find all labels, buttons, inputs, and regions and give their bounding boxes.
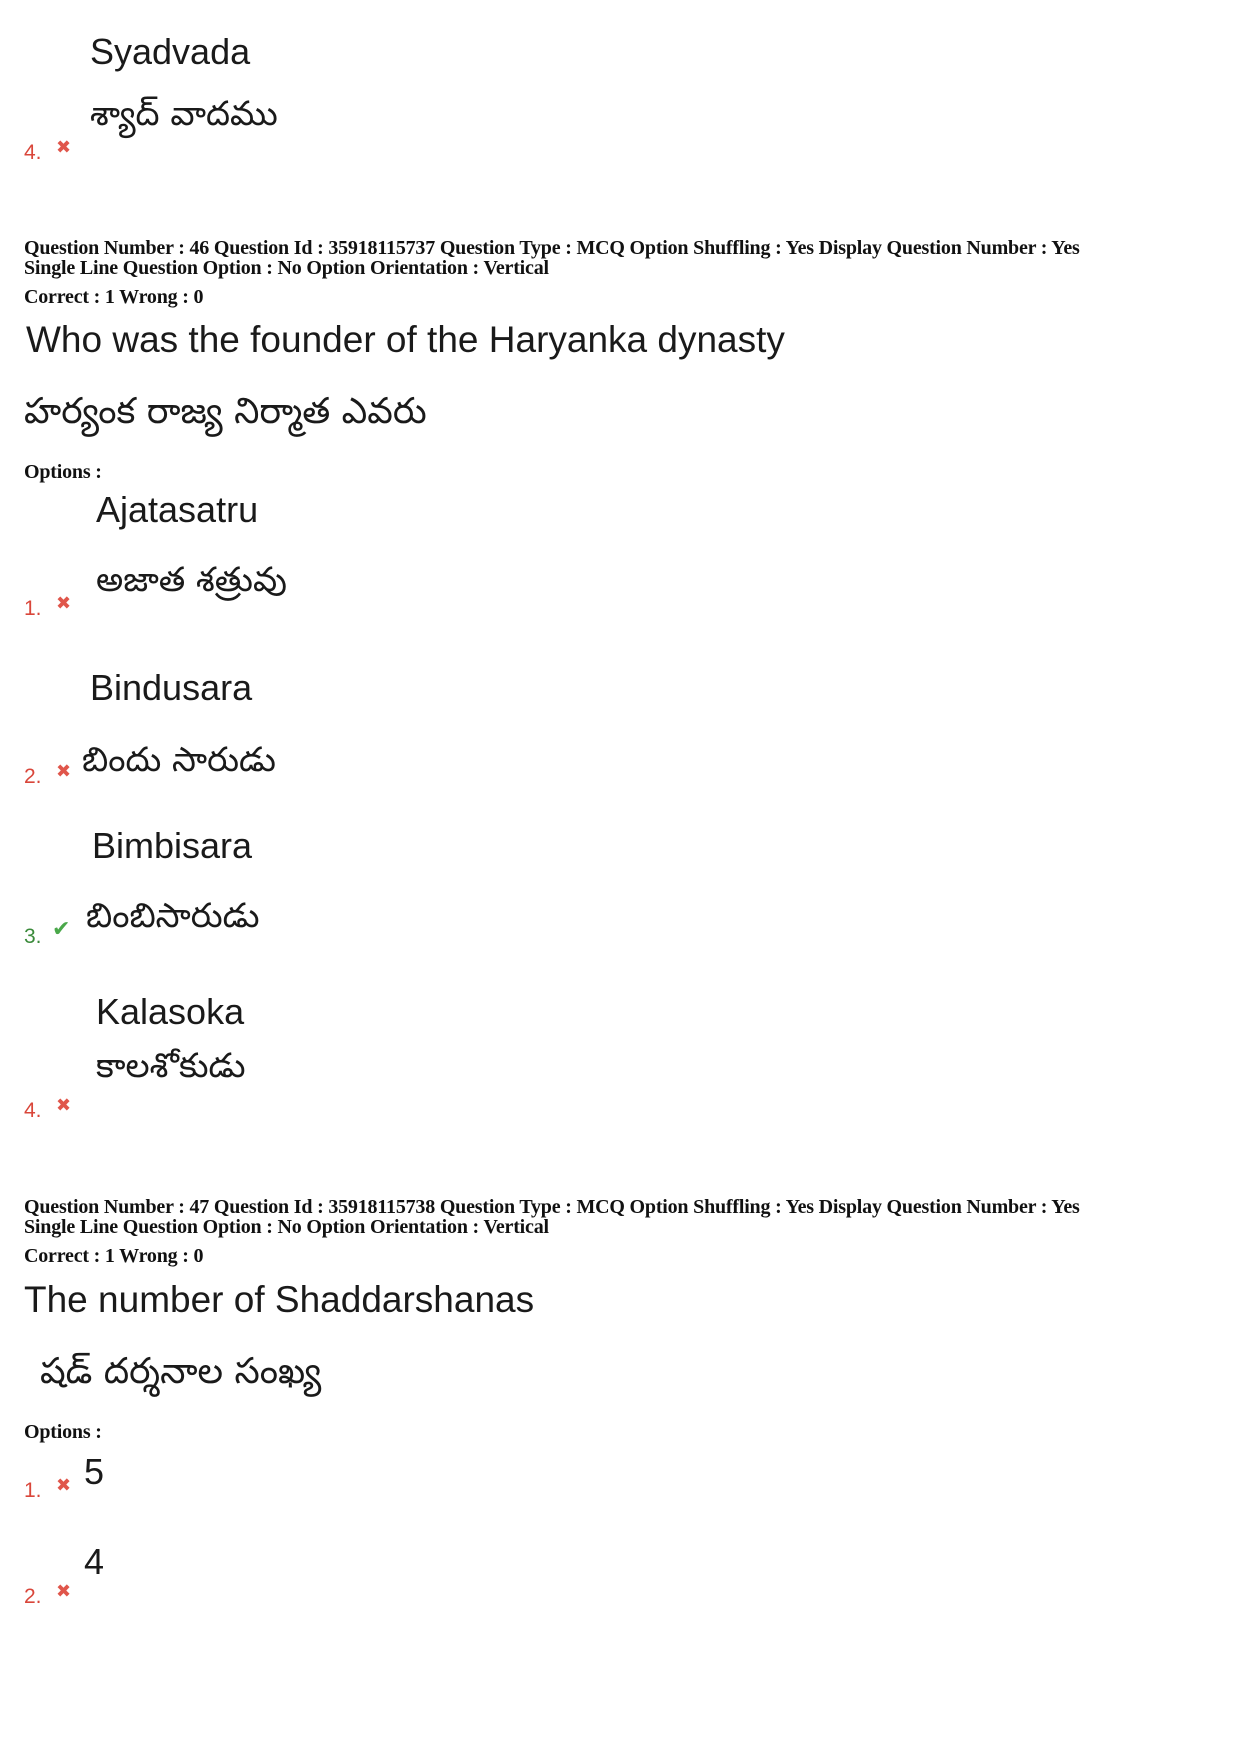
question-47-option-1-number: 1.	[24, 1479, 42, 1502]
question-47-text-te: షడ్ దర్శనాల సంఖ్య	[40, 1351, 322, 1392]
question-46-option-4-text-te: కాలశోకుడు	[96, 1046, 246, 1086]
question-46-option-1-text-en: Ajatasatru	[96, 489, 259, 530]
prev-option-4-number: 4.	[24, 141, 42, 164]
question-46-option-2-number: 2.	[24, 765, 42, 788]
question-47-marks: Correct : 1 Wrong : 0	[24, 1245, 204, 1267]
question-46-marks: Correct : 1 Wrong : 0	[24, 286, 204, 308]
question-46-meta-line2: Single Line Question Option : No Option Orientation : Vertical	[24, 257, 549, 279]
question-47-meta-line1: Question Number : 47 Question Id : 35918115738 Question Type : MCQ Option Shuffling : Yes Display Question Number : Yes	[24, 1196, 1080, 1218]
question-46-option-2-text-te: బిందు సారుడు	[82, 740, 276, 780]
question-46-option-3-text-te: బింబిసారుడు	[86, 896, 260, 936]
question-47-meta-line2: Single Line Question Option : No Option Orientation : Vertical	[24, 1216, 549, 1238]
question-47-option-2-number: 2.	[24, 1585, 42, 1608]
question-46-option-3-text-en: Bimbisara	[92, 825, 253, 866]
question-47-options-label: Options :	[24, 1421, 102, 1443]
question-46-meta-line1: Question Number : 46 Question Id : 35918115737 Question Type : MCQ Option Shuffling : Yes Display Question Number : Yes	[24, 237, 1080, 259]
cross-icon: ✖	[56, 1095, 72, 1116]
question-47-option-1-text-en: 5	[84, 1451, 105, 1492]
question-46-option-4-text-en: Kalasoka	[96, 991, 245, 1032]
question-46-option-1-text-te: అజాత శత్రువు	[96, 560, 287, 600]
cross-icon: ✖	[56, 1475, 72, 1496]
question-46-option-2-text-en: Bindusara	[90, 667, 253, 708]
prev-option-4-text-en: Syadvada	[90, 31, 251, 72]
cross-icon: ✖	[56, 593, 72, 614]
question-46-option-3-number: 3.	[24, 925, 42, 948]
question-46-option-1-number: 1.	[24, 597, 42, 620]
question-46-text-en: Who was the founder of the Haryanka dynasty	[26, 319, 785, 360]
question-46-options-label: Options :	[24, 461, 102, 483]
check-icon: ✔	[52, 917, 71, 942]
question-47-text-en: The number of Shaddarshanas	[24, 1279, 535, 1320]
cross-icon: ✖	[56, 137, 72, 158]
question-46-option-4-number: 4.	[24, 1099, 42, 1122]
prev-option-4-text-te: శ్యాద్ వాదము	[90, 94, 278, 134]
question-46-text-te: హర్యంక రాజ్య నిర్మాత ఎవరు	[24, 391, 427, 432]
question-47-option-2-text-en: 4	[84, 1541, 105, 1582]
cross-icon: ✖	[56, 761, 72, 782]
cross-icon: ✖	[56, 1581, 72, 1602]
